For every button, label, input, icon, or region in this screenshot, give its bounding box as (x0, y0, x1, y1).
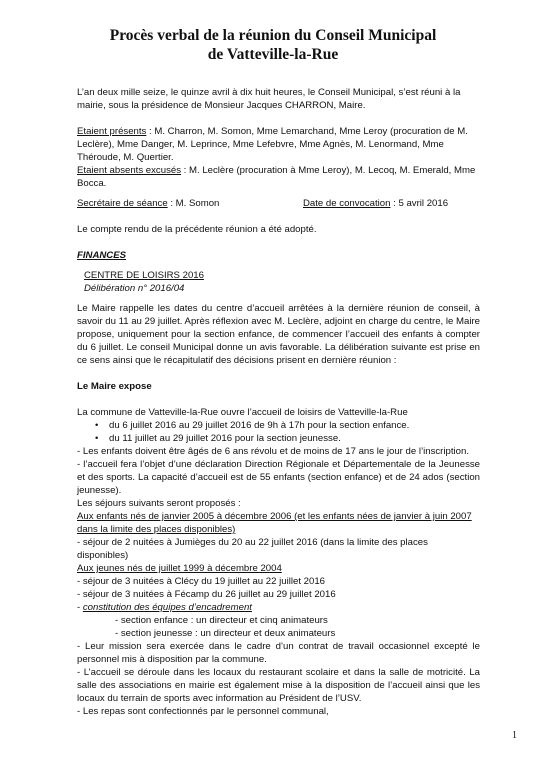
section-heading-finances: FINANCES (77, 250, 127, 261)
document-body (77, 86, 480, 718)
section-enfance-line: - section enfance : un directeur et cinq animateurs (115, 615, 328, 626)
document-title-line-2: de Vatteville-la-Rue (207, 46, 339, 63)
list-item: • du 6 juillet 2016 au 29 juillet 2016 de 9h à 17h pour la section enfance. (77, 419, 480, 432)
repas-line: - Les repas sont confectionnés par le personnel communal, (77, 706, 329, 717)
secretaire-value: : M. Somon (167, 198, 220, 209)
age-line: - Les enfants doivent être âgés de 6 ans révolu et de moins de 17 ans le jour de l’inscription. (77, 446, 469, 457)
sejour-jumieges-line: - séjour de 2 nuitées à Jumièges du 20 au 22 juillet 2016 (dans la limite des places disponibles) (77, 537, 428, 561)
maire-rappelle-paragraph: Le Maire rappelle les dates du centre d’accueil arrêtées à la dernière réunion de conseil, à savoir du 11 au 29 juillet. Après réflexion avec M. Leclère, adjoint en charge du centre, le Maire propose, uniquement pour la section enfance, de commencer l’accueil des enfants à compter du 6 juillet. Le conseil Municipal donne un avis favorable. La délibération suivante est prise en ce sens ainsi que le récapitulatif des décisions prisent en dernière réunion : (77, 303, 480, 366)
presents-paragraph (77, 125, 480, 164)
presents-label: Etaient présents (77, 126, 147, 137)
absents-paragraph (77, 164, 480, 190)
centre-loisirs-heading: CENTRE DE LOISIRS 2016 (84, 270, 204, 281)
convocation-value: : 5 avril 2016 (390, 198, 449, 209)
convocation-field (303, 197, 448, 210)
constitution-line (77, 601, 480, 614)
presents-text: : M. Charron, M. Somon, Mme Lemarchand, Mme Leroy (procuration de M. Leclère), Mme Danger, M. Leprince, Mme Lefebvre, Mme Agnès, M. Lenormand, Mme Théroude, M. Quertier. (77, 126, 468, 163)
aux-enfants-heading: Aux enfants nés de janvier 2005 à décembre 2006 (et les enfants nées de janvier à juin 2007 dans la limite des places disponibles) (77, 511, 472, 535)
maire-expose-heading: Le Maire expose (77, 381, 152, 392)
section-jeunesse-line: - section jeunesse : un directeur et deux animateurs (115, 628, 336, 639)
declaration-line: - l’accueil fera l’objet d’une déclaration Direction Régionale et Départementale de la Jeunesse et des sports. La capacité d’accueil est de 55 enfants (section enfance) et de 24 ados (section jeunesse). (77, 459, 480, 496)
list-item: • du 11 juillet au 29 juillet 2016 pour la section jeunesse. (77, 432, 480, 445)
accueil-line: - L’accueil se déroule dans les locaux du restaurant scolaire et dans la salle de motricité. La salle des associations en mairie est également mise à la disposition de l’accueil ainsi que les locaux du terrain de sports avec information au Président de l’USV. (77, 667, 480, 704)
secretaire-label: Secrétaire de séance (77, 198, 168, 209)
deliberation-number: Délibération n° 2016/04 (84, 283, 185, 294)
document-title-line-1: Procès verbal de la réunion du Conseil Municipal (109, 27, 437, 44)
compte-rendu-paragraph: Le compte rendu de la précédente réunion a été adopté. (77, 224, 317, 235)
mission-line: - Leur mission sera exercée dans le cadre d’un contrat de travail occasionnel excepté le personnel mis à disposition par la commune. (77, 641, 480, 665)
absents-text: : M. Leclère (procuration à Mme Leroy), M. Lecoq, M. Emerald, Mme Bocca. (77, 165, 476, 189)
constitution-dash: - (77, 602, 83, 613)
secretaire-convocation-row (77, 197, 480, 210)
sejours-intro: Les séjours suivants seront proposés : (77, 498, 241, 509)
secretaire-field (77, 197, 303, 210)
sejour-clecy-line: - séjour de 3 nuitées à Clécy du 19 juillet au 22 juillet 2016 (77, 576, 325, 587)
page-number: 1 (512, 730, 517, 741)
absents-label: Etaient absents excusés (77, 165, 181, 176)
sejour-fecamp-line: - séjour de 3 nuitées à Fécamp du 26 juillet au 29 juillet 2016 (77, 589, 336, 600)
dates-bullet-list (77, 419, 480, 445)
aux-jeunes-heading: Aux jeunes nés de juillet 1999 à décembre 2004 (77, 563, 282, 574)
intro-paragraph: L’an deux mille seize, le quinze avril à dix huit heures, le Conseil Municipal, s’est réuni à la mairie, sous la présidence de Monsieur Jacques CHARRON, Maire. (77, 87, 461, 111)
constitution-heading: constitution des équipes d’encadrement (82, 602, 252, 613)
convocation-label: Date de convocation (303, 198, 391, 209)
commune-ouvre-paragraph: La commune de Vatteville-la-Rue ouvre l’accueil de loisirs de Vatteville-la-Rue (77, 407, 408, 418)
